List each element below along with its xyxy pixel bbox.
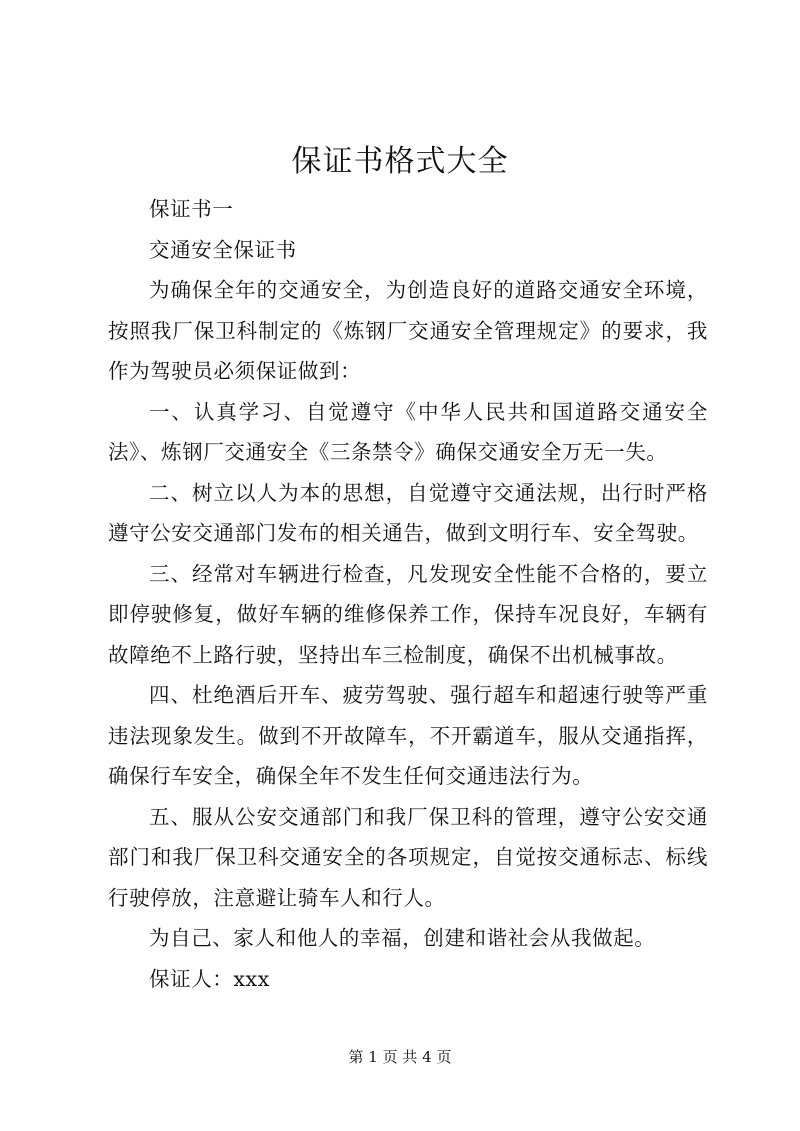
clause-5: 五、服从公安交通部门和我厂保卫科的管理，遵守公安交通部门和我厂保卫科交通安全的各项规定，自觉按交通标志、标线行驶停放，注意避让骑车人和行人。 xyxy=(108,804,708,910)
page-number: 第 1 页 共 4 页 xyxy=(348,1048,452,1066)
clause-3: 三、经常对车辆进行检查，凡发现安全性能不合格的，要立即停驶修复，做好车辆的维修保养工作，保持车况良好，车辆有故障绝不上路行驶，坚持出车三检制度，确保不出机械事故。 xyxy=(108,561,708,667)
closing-statement: 为自己、家人和他人的幸福，创建和谐社会从我做起。 xyxy=(149,926,656,950)
section-heading: 保证书一 xyxy=(149,197,234,221)
clause-2: 二、树立以人为本的思想，自觉遵守交通法规，出行时严格遵守公安交通部门发布的相关通告，做到文明行车、安全驾驶。 xyxy=(108,480,708,545)
document-body xyxy=(108,189,708,999)
intro-paragraph: 为确保全年的交通安全，为创造良好的道路交通安全环境，按照我厂保卫科制定的《炼钢厂交通安全管理规定》的要求，我作为驾驶员必须保证做到： xyxy=(108,278,708,383)
clause-1: 一、认真学习、自觉遵守《中华人民共和国道路交通安全法》、炼钢厂交通安全《三条禁令》确保交通安全万无一失。 xyxy=(108,399,708,464)
signature-line: 保证人：xxx xyxy=(149,966,270,991)
subtitle: 交通安全保证书 xyxy=(149,237,297,262)
document-title: 保证书格式大全 xyxy=(291,144,509,179)
clause-4: 四、杜绝酒后开车、疲劳驾驶、强行超车和超速行驶等严重违法现象发生。做到不开故障车，不开霸道车，服从交通指挥，确保行车安全，确保全年不发生任何交通违法行为。 xyxy=(108,683,708,788)
